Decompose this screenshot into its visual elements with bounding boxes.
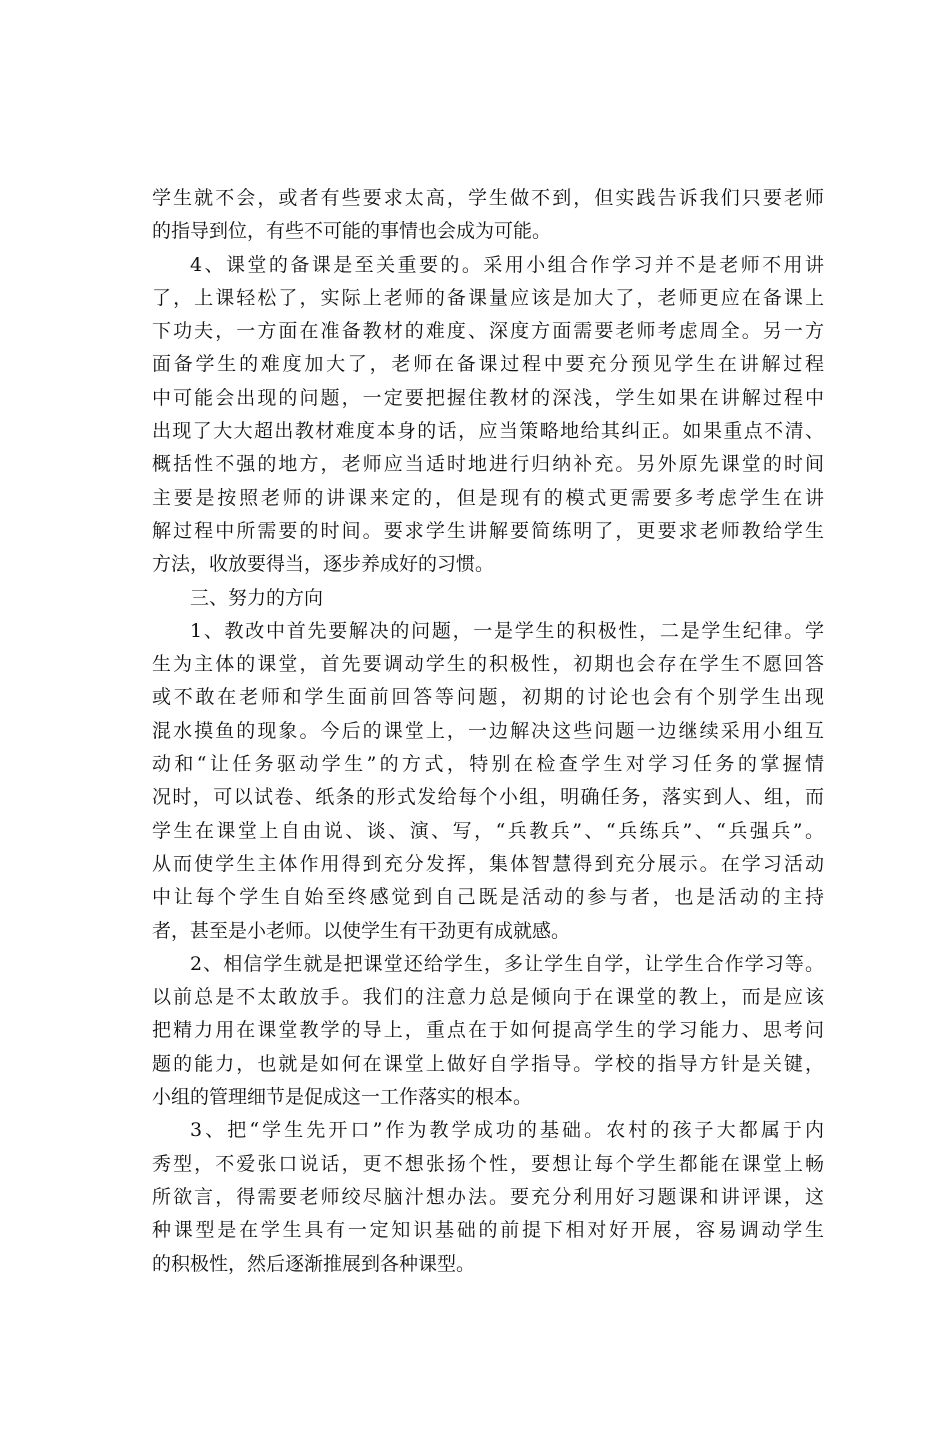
text-line: 生为主体的课堂，首先要调动学生的积极性，初期也会存在学生不愿回答 bbox=[152, 653, 824, 676]
text-line: 下功夫，一方面在准备教材的难度、深度方面需要老师考虑周全。另一方 bbox=[152, 320, 824, 343]
text-line: 的积极性，然后逐渐推展到各种课型。 bbox=[152, 1252, 476, 1275]
text-line: 出现了大大超出教材难度本身的话，应当策略地给其纠正。如果重点不清、 bbox=[152, 420, 824, 443]
text-line: 的指导到位，有些不可能的事情也会成为可能。 bbox=[152, 220, 552, 243]
text-line: 从而使学生主体作用得到充分发挥，集体智慧得到充分展示。在学习活动 bbox=[152, 852, 824, 875]
text-line: 中让每个学生自始至终感觉到自己既是活动的参与者，也是活动的主持 bbox=[152, 886, 824, 909]
text-line: 把精力用在课堂教学的导上，重点在于如何提高学生的学习能力、思考问 bbox=[152, 1019, 824, 1042]
text-line: 混水摸鱼的现象。今后的课堂上，一边解决这些问题一边继续采用小组互 bbox=[152, 719, 824, 742]
text-line: 面备学生的难度加大了，老师在备课过程中要充分预见学生在讲解过程 bbox=[152, 353, 824, 376]
text-line: 种课型是在学生具有一定知识基础的前提下相对好开展，容易调动学生 bbox=[152, 1219, 824, 1242]
text-line: 主要是按照老师的讲课来定的，但是现有的模式更需要多考虑学生在讲 bbox=[152, 486, 824, 509]
section-heading: 三、努力的方向 bbox=[190, 586, 324, 609]
text-line: 秀型，不爱张口说话，更不想张扬个性，要想让每个学生都能在课堂上畅 bbox=[152, 1152, 824, 1175]
text-line: 方法，收放要得当，逐步养成好的习惯。 bbox=[152, 553, 495, 576]
text-line: 小组的管理细节是促成这一工作落实的根本。 bbox=[152, 1086, 533, 1109]
text-line: 以前总是不太敢放手。我们的注意力总是倾向于在课堂的教上，而是应该 bbox=[152, 986, 824, 1009]
text-line: 解过程中所需要的时间。要求学生讲解要简练明了，更要求老师教给学生 bbox=[152, 519, 824, 542]
text-line: 2、相信学生就是把课堂还给学生，多让学生自学，让学生合作学习等。 bbox=[190, 952, 824, 975]
text-line: 所欲言，得需要老师绞尽脑汁想办法。要充分利用好习题课和讲评课，这 bbox=[152, 1185, 824, 1208]
text-line: 学生在课堂上自由说、谈、演、写，“兵教兵”、“兵练兵”、“兵强兵”。 bbox=[152, 819, 824, 842]
text-line: 况时，可以试卷、纸条的形式发给每个小组，明确任务，落实到人、组，而 bbox=[152, 786, 824, 809]
text-line: 1、教改中首先要解决的问题，一是学生的积极性，二是学生纪律。学 bbox=[190, 619, 824, 642]
text-line: 3、把“学生先开口”作为教学成功的基础。农村的孩子大都属于内 bbox=[190, 1119, 824, 1142]
text-line: 中可能会出现的问题，一定要把握住教材的深浅，学生如果在讲解过程中 bbox=[152, 386, 824, 409]
text-line: 4、课堂的备课是至关重要的。采用小组合作学习并不是老师不用讲 bbox=[190, 253, 824, 276]
text-line: 动和“让任务驱动学生”的方式，特别在检查学生对学习任务的掌握情 bbox=[152, 753, 824, 776]
text-line: 概括性不强的地方，老师应当适时地进行归纳补充。另外原先课堂的时间 bbox=[152, 453, 824, 476]
body-text bbox=[152, 182, 824, 1281]
text-line: 题的能力，也就是如何在课堂上做好自学指导。学校的指导方针是关键， bbox=[152, 1052, 824, 1075]
text-line: 者，甚至是小老师。以使学生有干劲更有成就感。 bbox=[152, 919, 571, 942]
text-line: 了，上课轻松了，实际上老师的备课量应该是加大了，老师更应在备课上 bbox=[152, 286, 824, 309]
text-line: 或不敢在老师和学生面前回答等问题，初期的讨论也会有个别学生出现 bbox=[152, 686, 824, 709]
text-line: 学生就不会，或者有些要求太高，学生做不到，但实践告诉我们只要老师 bbox=[152, 187, 824, 209]
